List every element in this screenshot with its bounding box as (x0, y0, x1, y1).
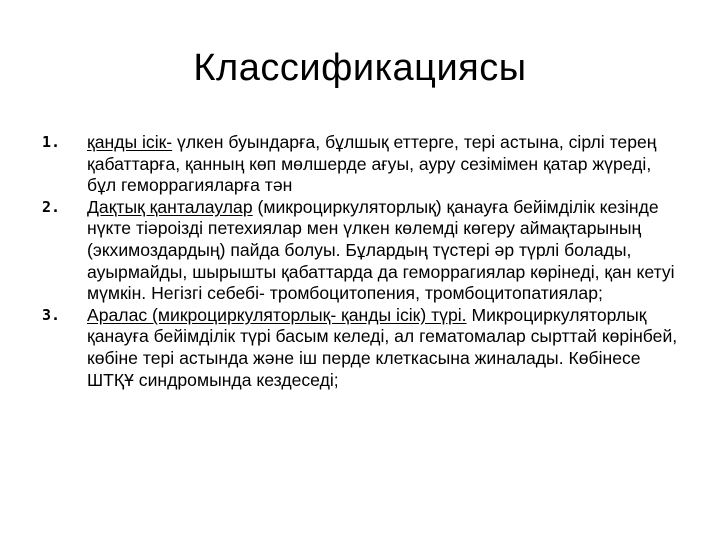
slide-title: Классификациясы (193, 47, 527, 89)
item-text: үлкен буындарға, бұлшық еттерге, тері астына, сірлі терең қабаттарға, қанның көп мөлшерде ағуы, ауру сезімімен қатар жүреді, бұл геморрагияларға тән (87, 132, 657, 196)
item-text: (микроциркуляторлық) қанауға бейімділік кезінде нүкте тіәроізді петехиялар мен үлкен көлемді көгеру аймақтарының (экхимоздардың) пайда болуы. Бұлардың түстері әр түрлі болады, ауырмайды, шырышты қабаттарда да геморрагиялар көрінеді, қан кетуі мүмкін. Негізгі себебі- тромбоцитопения, тромбоцитопатиялар; (87, 196, 675, 304)
item-number: 2. (42, 197, 61, 216)
item-term: Аралас (микроциркуляторлық- қанды ісік) түрі. (87, 304, 467, 325)
list-item (42, 197, 682, 305)
item-term: Дақтық қанталаулар (87, 196, 253, 217)
list-item (42, 132, 682, 197)
item-text: Микроциркуляторлық қанауға бейімділік түрі басым келеді, ал гематомалар сырттай көрінбей, көбіне тері астында және іш перде клеткасына жиналады. Көбінесе ШТҚҰ синдромында кездеседі; (87, 304, 678, 390)
item-number: 1. (42, 133, 61, 151)
list-item (42, 305, 682, 391)
classification-list (42, 132, 682, 391)
item-term: қанды ісік- (87, 132, 173, 152)
item-number: 3. (42, 305, 61, 324)
